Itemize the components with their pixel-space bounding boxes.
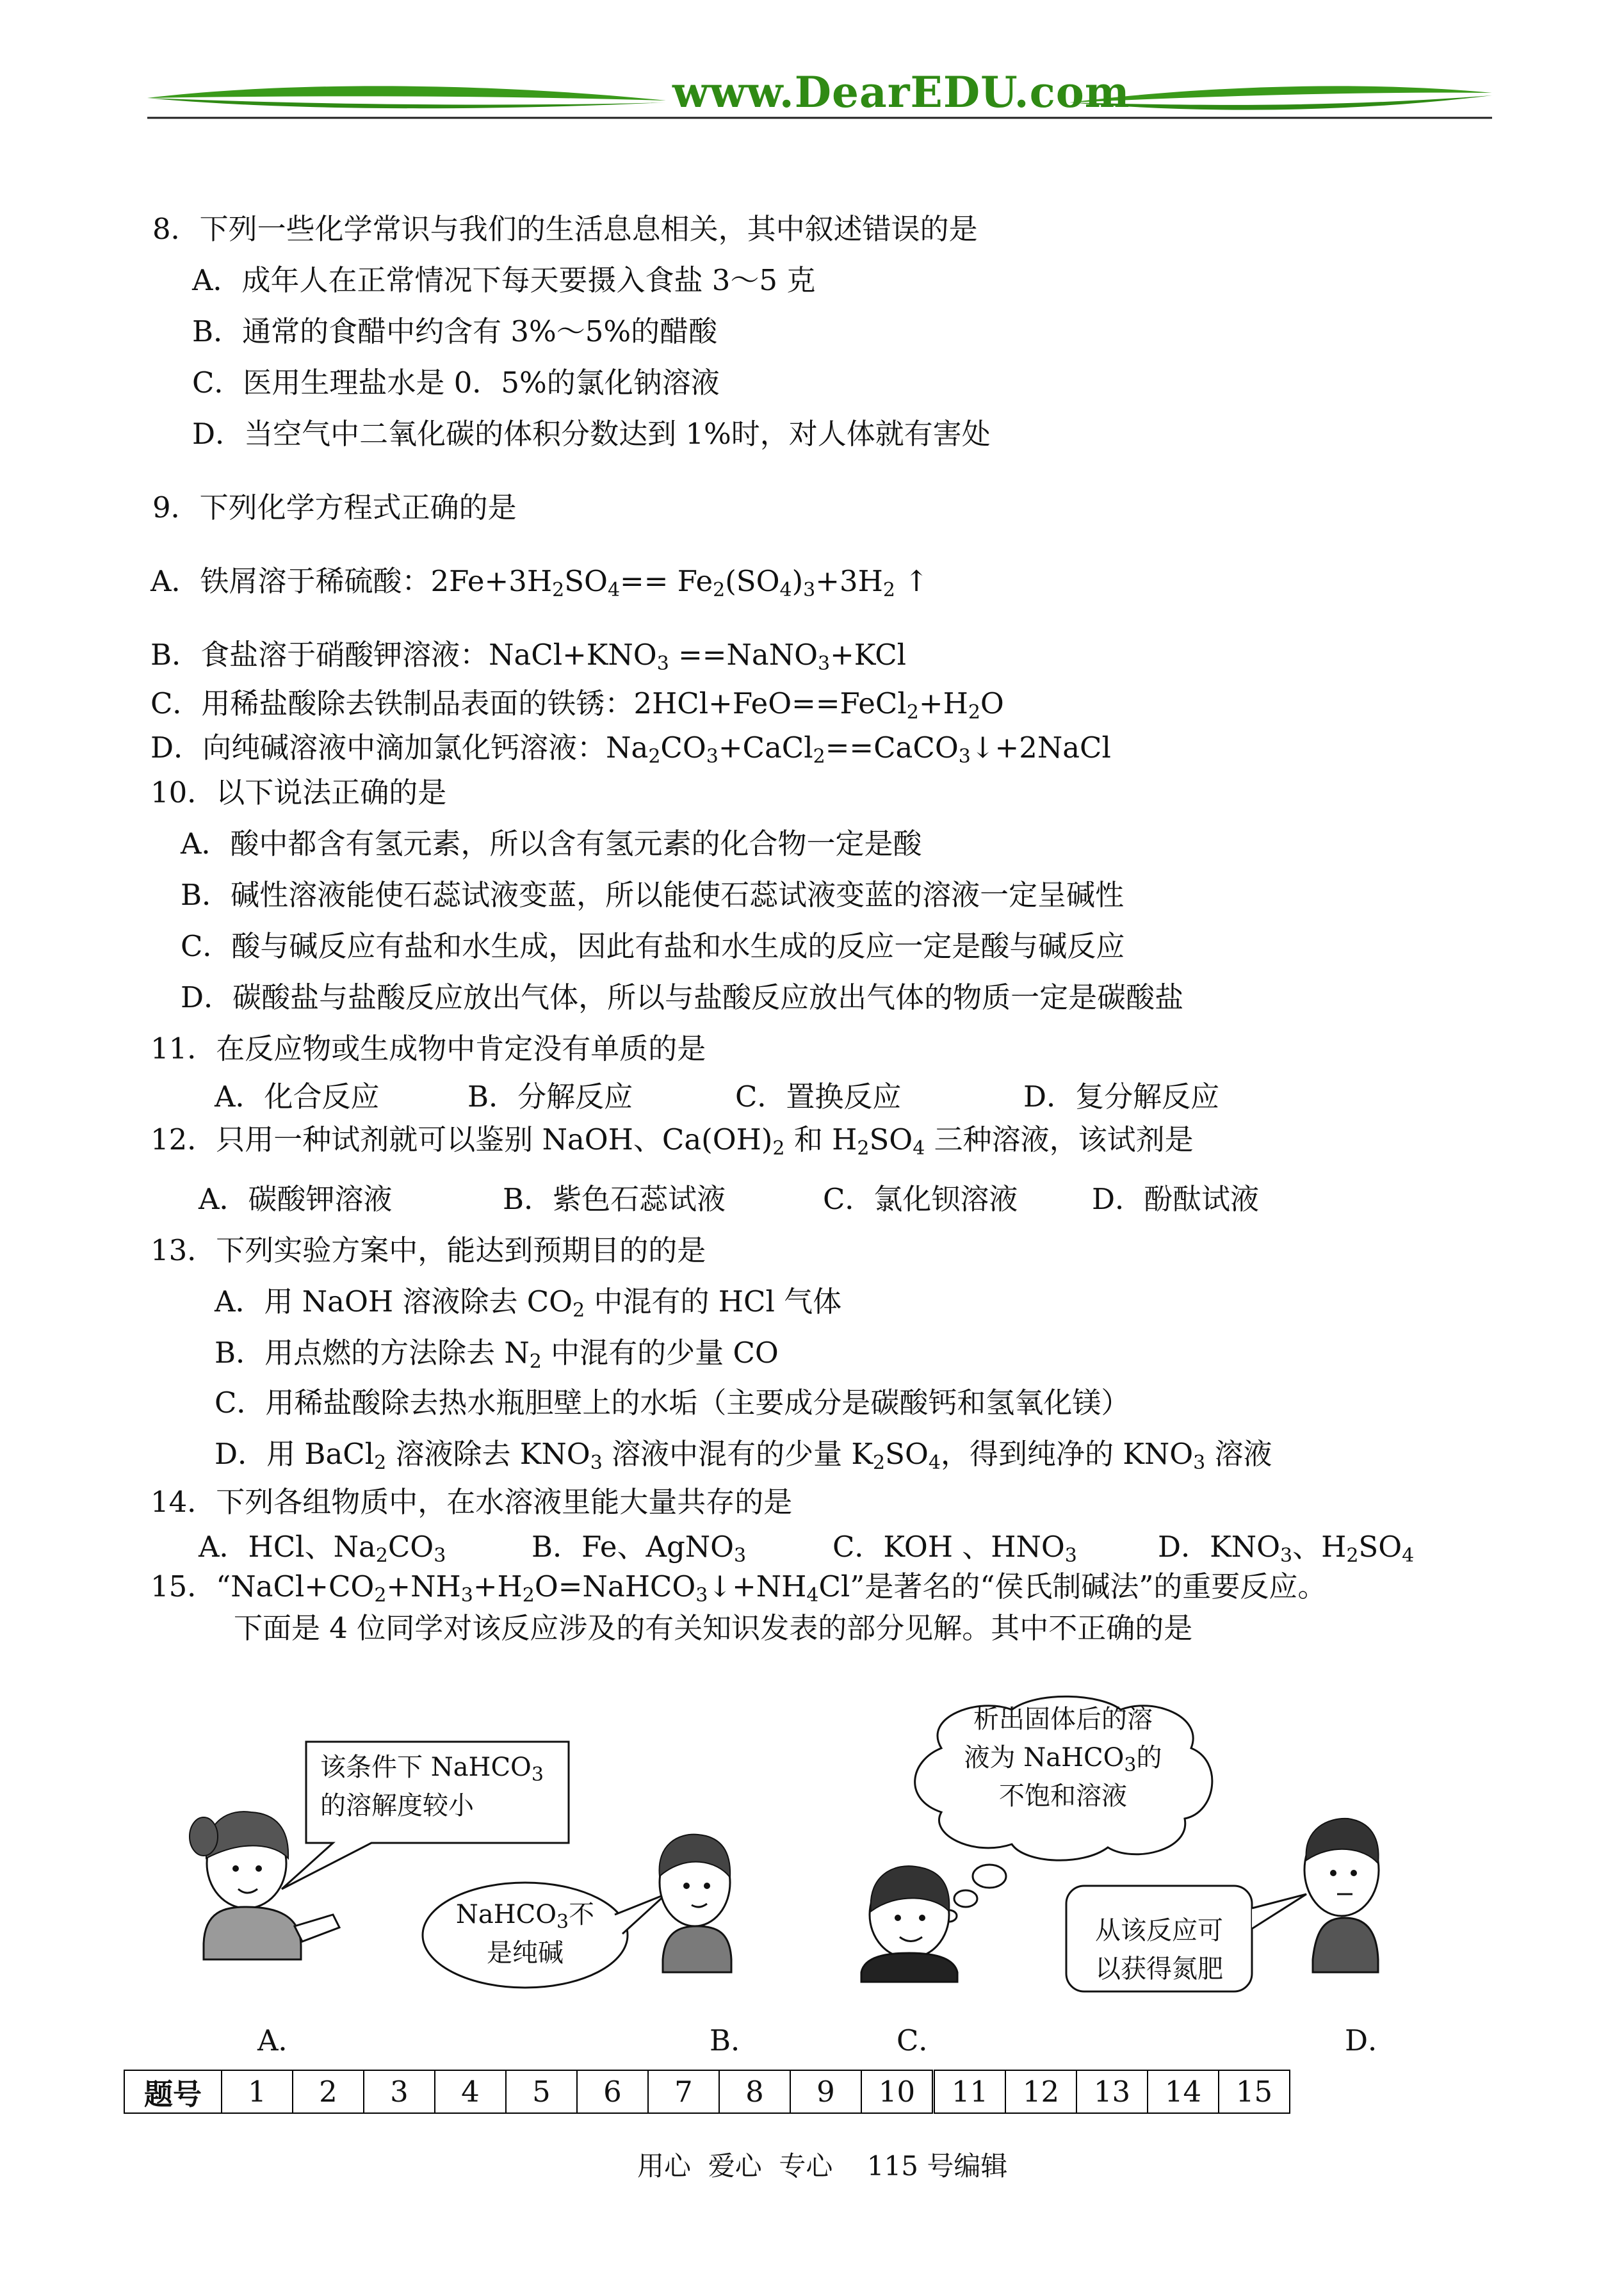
header-banner xyxy=(141,67,1498,125)
figure-label-d: D． xyxy=(1345,2023,1397,2057)
answer-cell-7: 7 xyxy=(648,2070,719,2113)
answer-cell-3: 3 xyxy=(364,2070,435,2113)
question-14-option-d: D．$KNO_3$、$H_2SO_4$ xyxy=(1158,1530,1415,1567)
question-15-line-2: 下面是 4 位同学对该反应涉及的有关知识发表的部分见解。其中不正确的是 xyxy=(234,1611,1193,1645)
answer-cell-12: 12 xyxy=(1005,2070,1076,2113)
figure-label-c: C． xyxy=(897,2023,948,2057)
student-c-figure xyxy=(861,1866,957,1982)
question-14-option-a: A．HCl、$Na_2CO_3$ xyxy=(199,1530,446,1567)
site-logo-text[interactable]: www.DearEDU.com xyxy=(672,67,1130,117)
question-12-option-a: A．碳酸钾溶液 xyxy=(199,1182,393,1216)
question-9-stem: 9．下列化学方程式正确的是 xyxy=(152,491,517,524)
answer-cell-15: 15 xyxy=(1219,2070,1290,2113)
figure-label-a: A． xyxy=(257,2023,307,2057)
figure-label-b: B． xyxy=(710,2023,760,2057)
answer-cell-14: 14 xyxy=(1148,2070,1219,2113)
answer-table-header: 题号 xyxy=(124,2070,222,2113)
question-12-option-d: D．酚酞试液 xyxy=(1092,1182,1260,1216)
answer-cell-2: 2 xyxy=(293,2070,364,2113)
question-10-option-b: B．碱性溶液能使石蕊试液变蓝，所以能使石蕊试液变蓝的溶液一定呈碱性 xyxy=(181,878,1125,912)
question-12-stem: 12．只用一种试剂就可以鉴别 NaOH、$Ca(OH)_2$ 和 $H_2SO_4$ 三种溶液，该试剂是 xyxy=(150,1123,1194,1160)
question-12-option-c: C．氯化钡溶液 xyxy=(823,1182,1018,1216)
question-9-option-c: C．用稀盐酸除去铁制品表面的铁锈：$2HCl+FeO==FeCl_2+H_2O$ xyxy=(150,686,1004,724)
speech-d-text: 从该反应可 以获得氮肥 xyxy=(1095,1916,1223,1984)
question-13-option-b: B．用点燃的方法除去 $N_2$ 中混有的少量 CO xyxy=(215,1336,779,1373)
answer-cell-10: 10 xyxy=(861,2070,934,2113)
question-11-stem: 11．在反应物或生成物中肯定没有单质的是 xyxy=(150,1032,706,1066)
answer-table-row xyxy=(124,2070,1290,2113)
speech-c-text: 析出固体后的溶 液为 NaHCO$_3$的 不饱和溶液 xyxy=(964,1705,1162,1811)
answer-cell-5: 5 xyxy=(506,2070,577,2113)
question-10-option-c: C．酸与碱反应有盐和水生成，因此有盐和水生成的反应一定是酸与碱反应 xyxy=(181,929,1125,963)
answer-cell-11: 11 xyxy=(934,2070,1006,2113)
question-9-option-d: D．向纯碱溶液中滴加氯化钙溶液：$Na_2CO_3+CaCl_2==CaCO_3↓+2NaCl$ xyxy=(150,731,1111,768)
question-9-option-b: B．食盐溶于硝酸钾溶液：$NaCl+KNO_3$ ==NaNO$_3$+KCl xyxy=(150,638,907,675)
answer-cell-9: 9 xyxy=(790,2070,861,2113)
question-14-option-b: B．Fe、AgNO$_3$ xyxy=(532,1530,747,1567)
question-15-stem: 15．“$NaCl+CO_2+NH_3+H_2O=NaHCO_3↓+NH_4Cl$”是著名的“侯氏制碱法”的重要反应。 xyxy=(150,1569,1327,1607)
page-footer: 用心 爱心 专心 115 号编辑 xyxy=(637,2150,1008,2182)
student-b-figure xyxy=(660,1835,731,1972)
question-8-option-d: D．当空气中二氧化碳的体积分数达到 1%时，对人体就有害处 xyxy=(192,417,991,451)
question-11-option-b: B．分解反应 xyxy=(467,1080,633,1114)
speech-a-text: 该条件下 NaHCO$_3$ 的溶解度较小 xyxy=(320,1753,544,1821)
question-11-option-d: D．复分解反应 xyxy=(1023,1080,1220,1114)
question-13-option-a: A．用 NaOH 溶液除去 $CO_2$ 中混有的 HCl 气体 xyxy=(215,1285,842,1322)
speech-b-text: NaHCO$_3$不 是纯碱 xyxy=(455,1900,595,1968)
question-11-option-a: A．化合反应 xyxy=(215,1080,380,1114)
question-8-option-c: C．医用生理盐水是 0．5%的氯化钠溶液 xyxy=(192,366,720,400)
question-13-option-d: D．用 BaCl$_2$ 溶液除去 $KNO_3$ 溶液中混有的少量 $K_2SO_4$，得到纯净的 $KNO_3$ 溶液 xyxy=(215,1437,1272,1474)
answer-cell-8: 8 xyxy=(719,2070,790,2113)
question-9-option-a: A．铁屑溶于稀硫酸：$2Fe+3H_2SO_4== Fe_2(SO_4)_3+3H_2$ ↑ xyxy=(150,564,929,601)
answer-table xyxy=(124,2070,1290,2114)
question-13-option-c: C．用稀盐酸除去热水瓶胆壁上的水垢（主要成分是碳酸钙和氢氧化镁） xyxy=(215,1386,1130,1420)
question-8-option-b: B．通常的食醋中约含有 3%～5%的醋酸 xyxy=(192,314,718,348)
question-14-stem: 14．下列各组物质中，在水溶液里能大量共存的是 xyxy=(150,1485,793,1519)
question-10-option-d: D．碳酸盐与盐酸反应放出气体，所以与盐酸反应放出气体的物质一定是碳酸盐 xyxy=(181,980,1184,1014)
question-10-stem: 10．以下说法正确的是 xyxy=(150,775,447,809)
answer-cell-13: 13 xyxy=(1076,2070,1148,2113)
answer-cell-4: 4 xyxy=(435,2070,506,2113)
question-10-option-a: A．酸中都含有氢元素，所以含有氢元素的化合物一定是酸 xyxy=(181,827,922,861)
question-8-stem: 8．下列一些化学常识与我们的生活息息相关，其中叙述错误的是 xyxy=(152,212,978,246)
question-12-option-b: B．紫色石蕊试液 xyxy=(503,1182,726,1216)
answer-cell-6: 6 xyxy=(577,2070,648,2113)
question-11-option-c: C．置换反应 xyxy=(735,1080,902,1114)
question-13-stem: 13．下列实验方案中，能达到预期目的的是 xyxy=(150,1233,706,1267)
gas-up-arrow-icon: ↑ xyxy=(895,564,929,598)
question-14-option-c: C．KOH 、$HNO_3$ xyxy=(832,1530,1077,1567)
question-8-option-a: A．成年人在正常情况下每天要摄入食盐 3～5 克 xyxy=(192,263,816,297)
student-d-figure xyxy=(1304,1819,1379,1972)
answer-cell-1: 1 xyxy=(222,2070,293,2113)
